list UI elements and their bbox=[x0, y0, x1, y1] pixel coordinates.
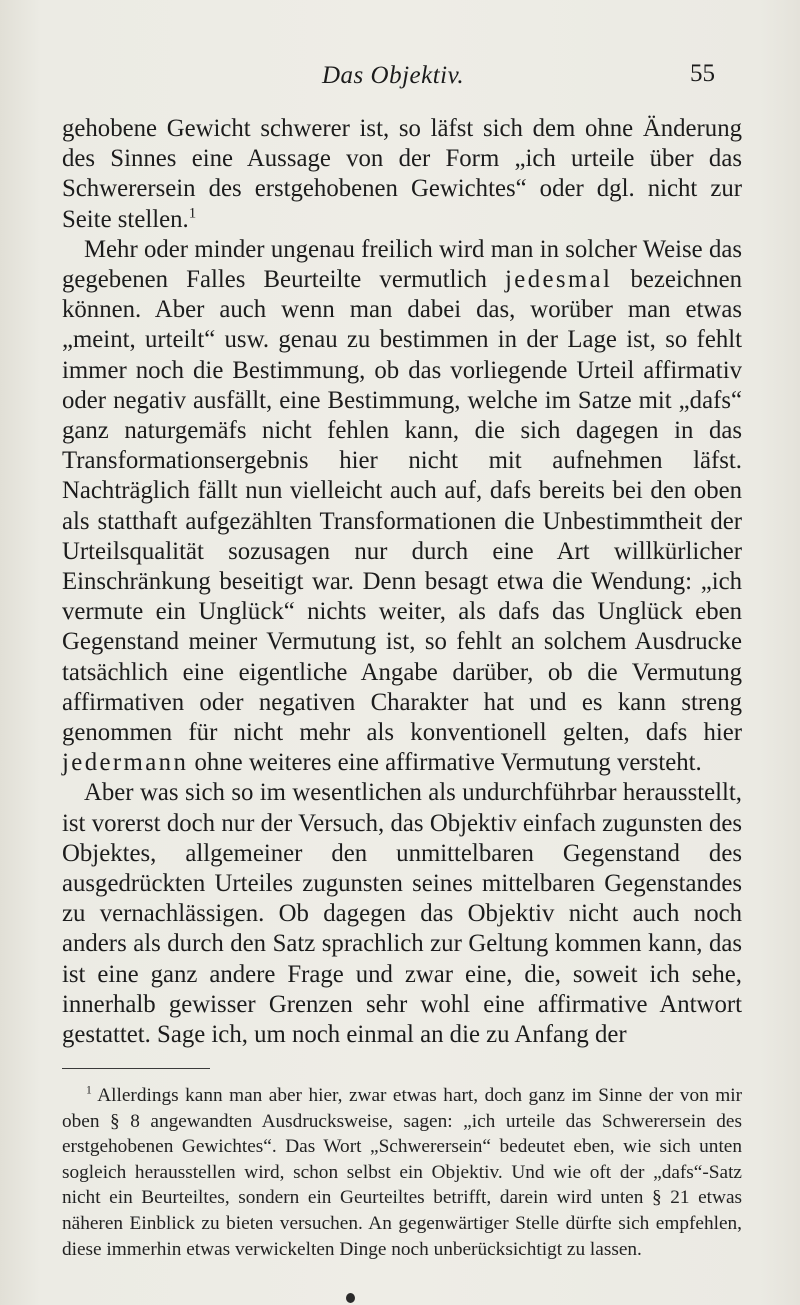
paragraph-text: gehobene Gewicht schwerer ist, so läfst sich dem ohne Änderung des Sinnes eine Aussage von der Form „ich urteile über das Schwerersein des erstgehobenen Gewichtes“ oder dgl. nicht zur Seite stellen. bbox=[62, 115, 742, 233]
paragraph-text: Aber was sich so im wesentlichen als undurchführbar herausstellt, ist vorerst doch nur der Versuch, das Objektiv einfach zugunsten des Objektes, allgemeiner den unmittelbaren Gegenstand des ausgedrückten Urteiles zugunsten seines mittelbaren Gegenstandes zu vernachlässigen. Ob dagegen das Objektiv nicht auch noch anders als durch den Satz sprachlich zur Geltung kommen kann, das ist eine ganz andere Frage und zwar eine, die, soweit ich sehe, innerhalb gewisser Grenzen sehr wohl eine affirmative Antwort gestattet. Sage ich, um noch einmal an die zu Anfang der bbox=[62, 779, 742, 1049]
footnote-divider bbox=[62, 1068, 210, 1069]
paragraph-text: bezeichnen können. Aber auch wenn man dabei das, worüber man etwas „meint, urteilt“ usw. genau zu bestimmen in der Lage ist, so fehlt immer noch die Bestimmung, ob das vorliegende Urteil affirmativ oder negativ ausfällt, eine Bestimmung, welche im Satze mit „dafs“ ganz naturgemäfs nicht fehlen kann, die sich dagegen in das Transformationsergebnis hier nicht mit aufnehmen läfst. Nachträglich fällt nun vielleicht auch auf, dafs bereits bei den oben als statthaft aufgezählten Transformationen die Unbestimmtheit der Urteilsqualität sozusagen nur durch eine Art willkürlicher Einschränkung beseitigt war. Denn besagt etwa die Wendung: „ich vermute ein Unglück“ nichts weiter, als dafs das Unglück eben Gegenstand meiner Vermutung ist, so fehlt an solchem Ausdrucke tatsächlich eine eigentliche Angabe darüber, ob die Vermutung affirmativen oder negativen Charakter hat und es kann streng genommen für nicht mehr als konventionell gelten, dafs hier bbox=[62, 266, 742, 747]
footnote bbox=[62, 1083, 742, 1262]
paragraph bbox=[62, 235, 742, 779]
page-header bbox=[0, 62, 800, 102]
emphasized-word: jedesmal bbox=[505, 266, 613, 294]
footnote-text: Allerdings kann man aber hier, zwar etwas hart, doch ganz im Sinne der von mir oben § 8 angewandten Ausdrucksweise, sagen: „ich urteile das Schwerersein des erstgehobenen Gewichtes“. Das Wort „Schwerersein“ bedeutet eben, wie sich unten sogleich herausstellen wird, schon selbst ein Objektiv. Und wie oft der „dafs“-Satz nicht ein Beurteiltes, sondern ein Geurteiltes betrifft, darein wird unten § 21 etwas näheren Einblick zu bieten versuchen. An gegenwärtiger Stelle dürfte sich empfehlen, diese immerhin etwas verwickelten Dinge noch unberücksichtigt zu lassen. bbox=[62, 1085, 742, 1260]
footnote-reference: 1 bbox=[188, 205, 197, 222]
paragraph bbox=[62, 778, 742, 1050]
printer-mark-dot bbox=[346, 1293, 355, 1303]
paragraph-text: Mehr oder minder ungenau freilich wird man in solcher Weise das gegebenen Falles Beurteilte vermutlich bbox=[62, 235, 742, 294]
footnote-marker: 1 bbox=[86, 1083, 92, 1097]
running-title: Das Objektiv. bbox=[322, 62, 465, 89]
paragraph-text: ohne weiteres eine affirmative Vermutung versteht. bbox=[188, 749, 702, 777]
main-text bbox=[62, 114, 742, 1050]
paragraph-continued bbox=[62, 114, 742, 235]
page-number: 55 bbox=[690, 60, 715, 87]
emphasized-word: jedermann bbox=[62, 749, 189, 777]
